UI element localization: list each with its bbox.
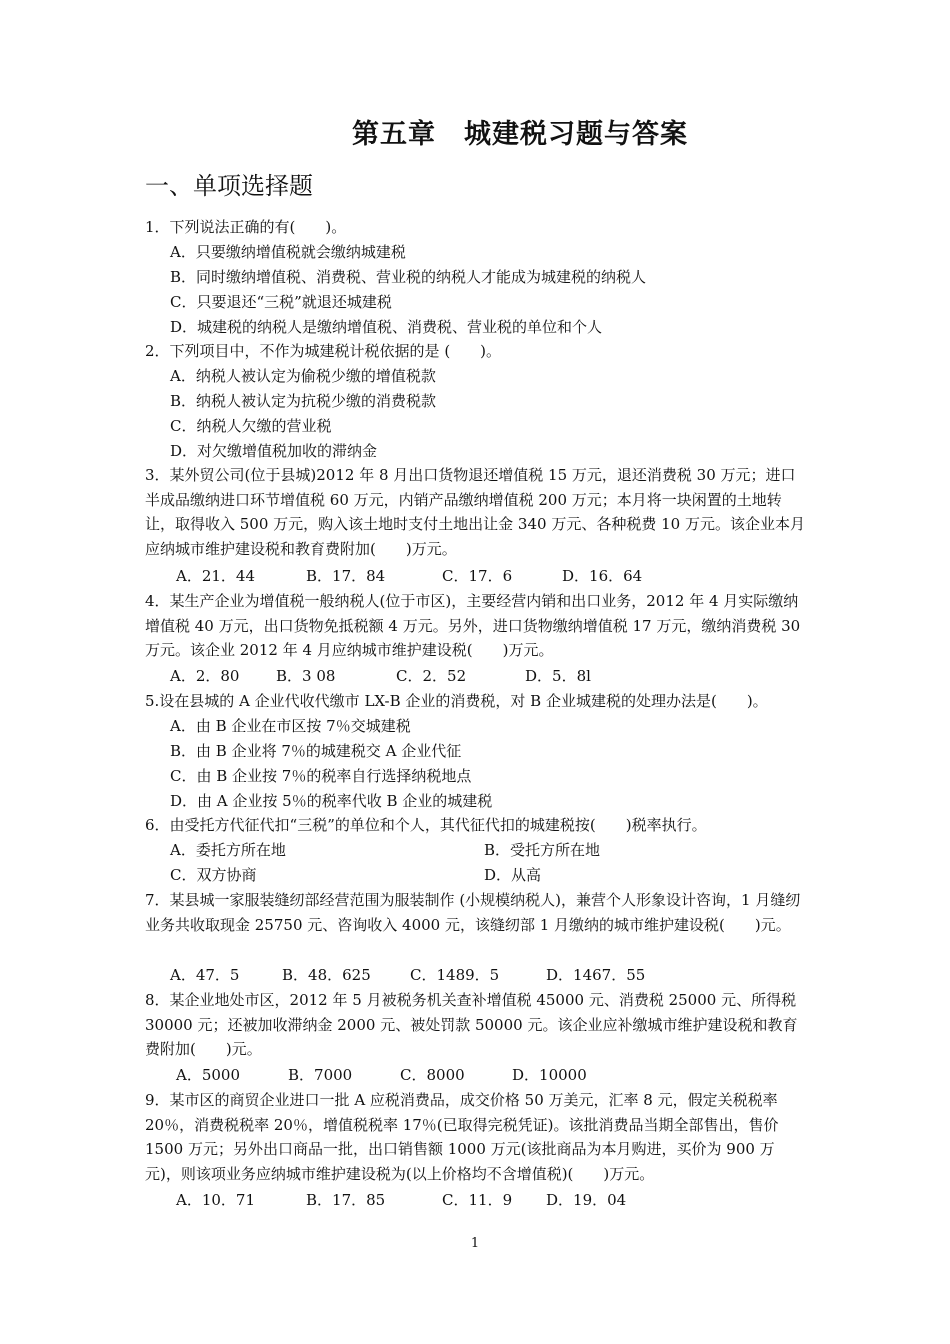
question-1-option-c: C．只要退还“三税”就退还城建税 [170, 293, 392, 311]
question-4-option-a: A．2．80 [170, 667, 240, 685]
question-6-option-d: D．从高 [484, 866, 542, 884]
question-3-option-b: B．17．84 [306, 567, 386, 585]
question-4-stem: 4．某生产企业为增值税一般纳税人(位于市区)，主要经营内销和出口业务，2012 年 4 月实际缴纳增值税 40 万元，出口货物免抵税额 4 万元。另外，进口货物缴纳增值税 17 万元，缴纳消费税 30 万元。该企业 2012 年 4 月应纳城市维护建设税( )万元。 [145, 592, 801, 660]
question-7-stem: 7．某县城一家服装缝纫部经营范围为服装制作 (小规模纳税人)，兼营个人形象设计咨询，1 月缝纫业务共收取现金 25750 元、咨询收入 4000 元，该缝纫部 1 月缴纳的城市维护建设税( )元。 [145, 891, 801, 934]
question-2-option-c: C．纳税人欠缴的营业税 [170, 417, 332, 435]
question-8-option-a: A．5000 [176, 1066, 241, 1084]
question-1-stem: 1．下列说法正确的有( )。 [145, 218, 347, 236]
question-5-stem: 5.设在县城的 A 企业代收代缴市 LX-B 企业的消费税，对 B 企业城建税的处理办法是( )。 [145, 692, 768, 710]
question-9-option-a: A．10．71 [176, 1191, 256, 1209]
question-9-option-b: B．17．85 [306, 1191, 386, 1209]
question-8-option-d: D．10000 [512, 1066, 587, 1084]
question-5-option-a: A．由 B 企业在市区按 7％交城建税 [170, 717, 411, 735]
question-1-option-d: D．城建税的纳税人是缴纳增值税、消费税、营业税的单位和个人 [170, 318, 603, 336]
question-9-stem: 9．某市区的商贸企业进口一批 A 应税消费品，成交价格 50 万美元，汇率 8 元，假定关税税率 20％，消费税税率 20％，增值税税率 17％(已取得完税凭证)。该批消费品当期全部售出，售价 1500 万元；另外出口商品一批，出口销售额 1000 万元(该批商品为本月购进，买价为 900 万元)，则该项业务应纳城市维护建设税为(以上价格均不含增值税)( )万元。 [145, 1091, 779, 1183]
question-7-option-c: C．1489．5 [410, 966, 500, 984]
question-3-option-c: C．17．6 [442, 567, 513, 585]
chapter-title: 第五章 城建税习题与答案 [352, 119, 688, 150]
question-8-option-c: C．8000 [400, 1066, 465, 1084]
question-8-option-b: B．7000 [288, 1066, 353, 1084]
question-3-stem: 3．某外贸公司(位于县城)2012 年 8 月出口货物退还增值税 15 万元，退还消费税 30 万元；进口半成品缴纳进口环节增值税 60 万元，内销产品缴纳增值税 200 万元；本月将一块闲置的土地转让，取得收入 500 万元，购入该土地时支付土地出让金 340 万元、各种税费 10 万元。该企业本月应纳城市维护建设税和教育费附加( )万元。 [145, 466, 805, 558]
question-4-option-b: B．3 08 [276, 667, 336, 685]
question-6-option-c: C．双方协商 [170, 866, 257, 884]
question-7-option-a: A．47．5 [170, 966, 240, 984]
section-heading: 一、单项选择题 [145, 172, 313, 200]
question-5-option-b: B．由 B 企业将 7％的城建税交 A 企业代征 [170, 742, 462, 760]
question-4-option-d: D．5．8l [525, 667, 591, 685]
question-9-option-c: C．11．9 [442, 1191, 513, 1209]
question-1-option-b: B．同时缴纳增值税、消费税、营业税的纳税人才能成为城建税的纳税人 [170, 268, 647, 286]
question-6-option-b: B．受托方所在地 [484, 841, 601, 859]
page-number: 1 [470, 1236, 480, 1251]
question-7-option-b: B．48．625 [282, 966, 371, 984]
question-2-option-a: A．纳税人被认定为偷税少缴的增值税款 [170, 367, 436, 385]
question-2-option-b: B．纳税人被认定为抗税少缴的消费税款 [170, 392, 437, 410]
question-5-option-c: C．由 B 企业按 7％的税率自行选择纳税地点 [170, 767, 472, 785]
question-6-stem: 6．由受托方代征代扣“三税”的单位和个人，其代征代扣的城建税按( )税率执行。 [145, 816, 707, 834]
question-2-option-d: D．对欠缴增值税加收的滞纳金 [170, 442, 378, 460]
question-7-option-d: D．1467．55 [546, 966, 646, 984]
question-9-option-d: D．19．04 [546, 1191, 627, 1209]
question-3-option-d: D．16．64 [562, 567, 643, 585]
question-8-stem: 8．某企业地处市区，2012 年 5 月被税务机关查补增值税 45000 元、消费税 25000 元、所得税 30000 元；还被加收滞纳金 2000 元、被处罚款 50000 元。该企业应补缴城市维护建设税和教育费附加( )元。 [145, 991, 798, 1059]
question-6-option-a: A．委托方所在地 [170, 841, 286, 859]
question-4-option-c: C．2．52 [396, 667, 467, 685]
question-5-option-d: D．由 A 企业按 5％的税率代收 B 企业的城建税 [170, 792, 493, 810]
question-1-option-a: A．只要缴纳增值税就会缴纳城建税 [170, 243, 406, 261]
question-2-stem: 2．下列项目中，不作为城建税计税依据的是 ( )。 [145, 342, 502, 360]
question-3-option-a: A．21．44 [176, 567, 256, 585]
